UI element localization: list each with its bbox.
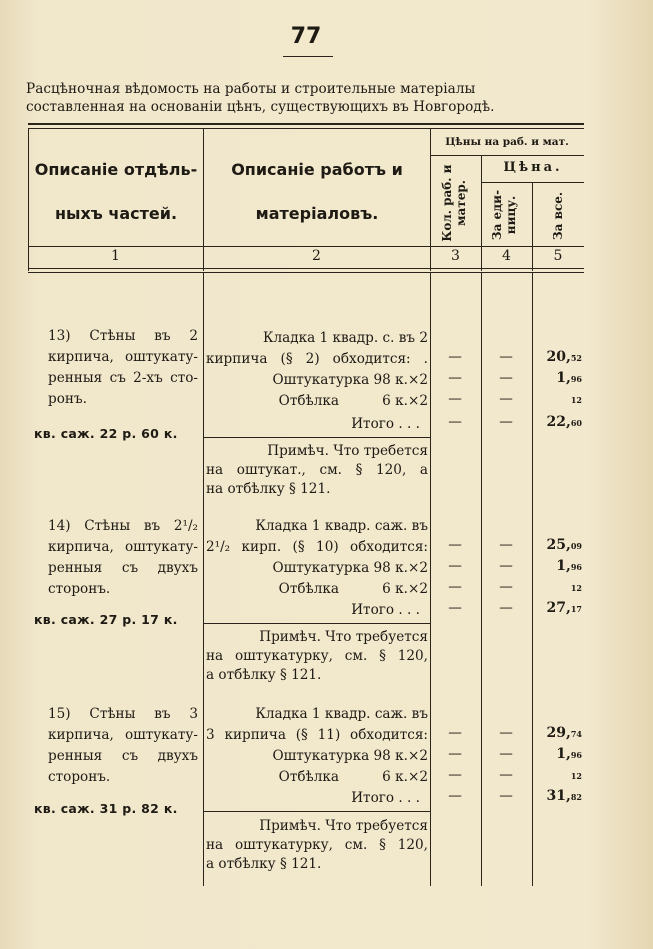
desc-line: сторонъ. [48, 769, 111, 785]
value-int: 25, [546, 537, 571, 553]
desc-line: 13) Стѣны въ 2 [48, 328, 198, 344]
header-col-1 [30, 148, 202, 236]
numbers-rule-2 [28, 272, 584, 273]
plaster-line: Оштукатурка 98 к.×2 [272, 372, 428, 388]
dash: — [448, 349, 462, 365]
header-bottom-rule [28, 246, 584, 247]
value-int: 1, [556, 746, 571, 762]
dash: — [499, 391, 513, 407]
desc-line: кирпича, оштукату- [48, 727, 198, 743]
value-dec: 12 [570, 583, 582, 593]
desc-line: ренныя съ двухъ [48, 560, 198, 576]
note-line: на отбѣлку § 121. [206, 481, 331, 497]
dash: — [499, 767, 513, 783]
value-cell [514, 579, 582, 595]
total-rule [203, 811, 430, 812]
dash: — [499, 370, 513, 386]
value-dec: 60 [570, 418, 582, 428]
section-15-desc [48, 704, 198, 788]
value-cell [514, 767, 582, 783]
dash: — [448, 746, 462, 762]
note-line: Примѣч. Что требется [267, 443, 428, 459]
section-15-note [206, 817, 428, 874]
section-15-total-label: Итого . . . [351, 790, 420, 806]
section-14-desc [48, 516, 198, 600]
value-int: 29, [546, 725, 571, 741]
dash: — [499, 349, 513, 365]
header-col-2-line-1: Описаніе работъ и [231, 160, 403, 179]
section-15-measure: кв. саж. 31 р. 82 к. [34, 801, 178, 816]
work-line: Кладка 1 квадр. саж. въ [255, 706, 428, 722]
value-dec: 12 [570, 395, 582, 405]
dash: — [499, 537, 513, 553]
value-dec: 52 [570, 353, 582, 363]
value-int: 1, [556, 370, 571, 386]
body-divider-2 [430, 272, 431, 886]
section-14-total-label: Итого . . . [351, 602, 420, 618]
dash: — [499, 579, 513, 595]
total-rule [203, 623, 430, 624]
value-int: 31, [546, 788, 571, 804]
body-divider-3 [481, 272, 482, 886]
numbers-rule-1 [28, 268, 584, 269]
dash: — [448, 370, 462, 386]
dash: — [499, 600, 513, 616]
work-line: 3 кирпича (§ 11) обходится: [206, 727, 428, 743]
work-line: 2¹/₂ кирп. (§ 10) обходится: [206, 539, 428, 555]
value-cell [514, 370, 582, 386]
header-prices-group: Цѣны на раб. и мат. [445, 136, 569, 148]
header-col-5: За все. [551, 191, 565, 240]
section-13-work [206, 328, 428, 412]
value-int: 20, [546, 349, 571, 365]
note-line: а отбѣлку § 121. [206, 667, 322, 683]
value-int: 1, [556, 558, 571, 574]
value-cell [514, 537, 582, 553]
section-13-measure: кв. саж. 22 р. 60 к. [34, 426, 178, 441]
finish-line: Отбѣлка 6 к.×2 [278, 769, 428, 785]
note-line: на оштукатурку, см. § 120, [206, 648, 428, 664]
header-price-rule [481, 182, 584, 183]
value-cell [514, 349, 582, 365]
desc-line: 15) Стѣны въ 3 [48, 706, 198, 722]
work-line: кирпича (§ 2) обходится: . [206, 351, 428, 367]
section-13-desc [48, 326, 198, 410]
page-number: 77 [290, 24, 322, 49]
header-group-rule [430, 155, 584, 156]
header-col-1-line-2: ныхъ частей. [54, 204, 178, 223]
dash: — [448, 537, 462, 553]
value-dec: 17 [570, 604, 582, 614]
dash: — [448, 725, 462, 741]
note-line: на оштукат., см. § 120, а [206, 462, 428, 478]
value-int: 22, [546, 414, 571, 430]
value-dec: 12 [570, 771, 582, 781]
value-cell [514, 788, 582, 804]
value-dec: 09 [570, 541, 582, 551]
value-cell [514, 746, 582, 762]
finish-line: Отбѣлка 6 к.×2 [278, 581, 428, 597]
value-cell [514, 391, 582, 407]
dash: — [448, 414, 462, 430]
finish-line: Отбѣлка 6 к.×2 [278, 393, 428, 409]
value-cell [514, 725, 582, 741]
desc-line: ренныя съ 2-хъ сто- [48, 370, 198, 386]
value-dec: 96 [570, 374, 582, 384]
title-line-2: составленная на основаніи цѣнъ, существующихъ въ Новгородѣ. [26, 99, 495, 115]
note-line: на оштукатурку, см. § 120, [206, 837, 428, 853]
value-cell [514, 600, 582, 616]
desc-line: сторонъ. [48, 581, 111, 597]
plaster-line: Оштукатурка 98 к.×2 [272, 748, 428, 764]
title-line-1: Расцѣночная вѣдомость на работы и строительные матеріалы [26, 81, 476, 97]
header-col-2 [205, 148, 429, 236]
dash: — [448, 788, 462, 804]
dash: — [448, 579, 462, 595]
section-13-note [206, 442, 428, 499]
section-14-note [206, 628, 428, 685]
dash: — [499, 746, 513, 762]
value-dec: 96 [570, 562, 582, 572]
column-number-4: 4 [502, 248, 511, 264]
note-line: а отбѣлку § 121. [206, 856, 322, 872]
body-divider-1 [203, 272, 204, 886]
section-13-total-label: Итого . . . [351, 416, 420, 432]
value-dec: 74 [570, 729, 582, 739]
dash: — [448, 767, 462, 783]
header-top-rule [28, 123, 584, 125]
header-col-4-text: За еди- ницу. [490, 189, 518, 241]
value-int: 27, [546, 600, 571, 616]
dash: — [448, 600, 462, 616]
dash: — [448, 558, 462, 574]
header-top-rule-2 [28, 128, 584, 129]
dash: — [499, 788, 513, 804]
column-number-1: 1 [111, 248, 120, 264]
column-number-3: 3 [451, 248, 460, 264]
plaster-line: Оштукатурка 98 к.×2 [272, 560, 428, 576]
value-dec: 82 [570, 792, 582, 802]
work-line: Кладка 1 квадр. саж. въ [255, 518, 428, 534]
header-col-2-line-2: матеріаловъ. [255, 204, 379, 223]
page-number-rule [283, 56, 333, 57]
note-line: Примѣч. Что требуется [259, 629, 428, 645]
header-col-3 [440, 163, 468, 243]
total-rule [203, 437, 430, 438]
desc-line: 14) Стѣны въ 2¹/₂ [48, 518, 198, 534]
value-cell [514, 558, 582, 574]
desc-line: ронъ. [48, 391, 87, 407]
header-col-1-line-1: Описаніе отдѣль- [34, 160, 198, 179]
note-line: Примѣч. Что требуется [259, 818, 428, 834]
statement-title [26, 80, 596, 116]
desc-line: кирпича, оштукату- [48, 539, 198, 555]
dash: — [448, 391, 462, 407]
value-cell [514, 414, 582, 430]
header-col-3-text: Кол. раб. и матер. [440, 164, 468, 242]
dash: — [499, 414, 513, 430]
work-line: Кладка 1 квадр. с. въ 2 [262, 330, 428, 346]
column-number-2: 2 [312, 248, 321, 264]
value-dec: 96 [570, 750, 582, 760]
section-15-work [206, 704, 428, 788]
desc-line: кирпича, оштукату- [48, 349, 198, 365]
header-col-4 [490, 187, 518, 243]
section-14-measure: кв. саж. 27 р. 17 к. [34, 612, 178, 627]
dash: — [499, 725, 513, 741]
header-price-group: Цѣна. [503, 160, 563, 175]
column-number-5: 5 [553, 248, 563, 264]
desc-line: ренныя съ двухъ [48, 748, 198, 764]
dash: — [499, 558, 513, 574]
section-14-work [206, 516, 428, 600]
